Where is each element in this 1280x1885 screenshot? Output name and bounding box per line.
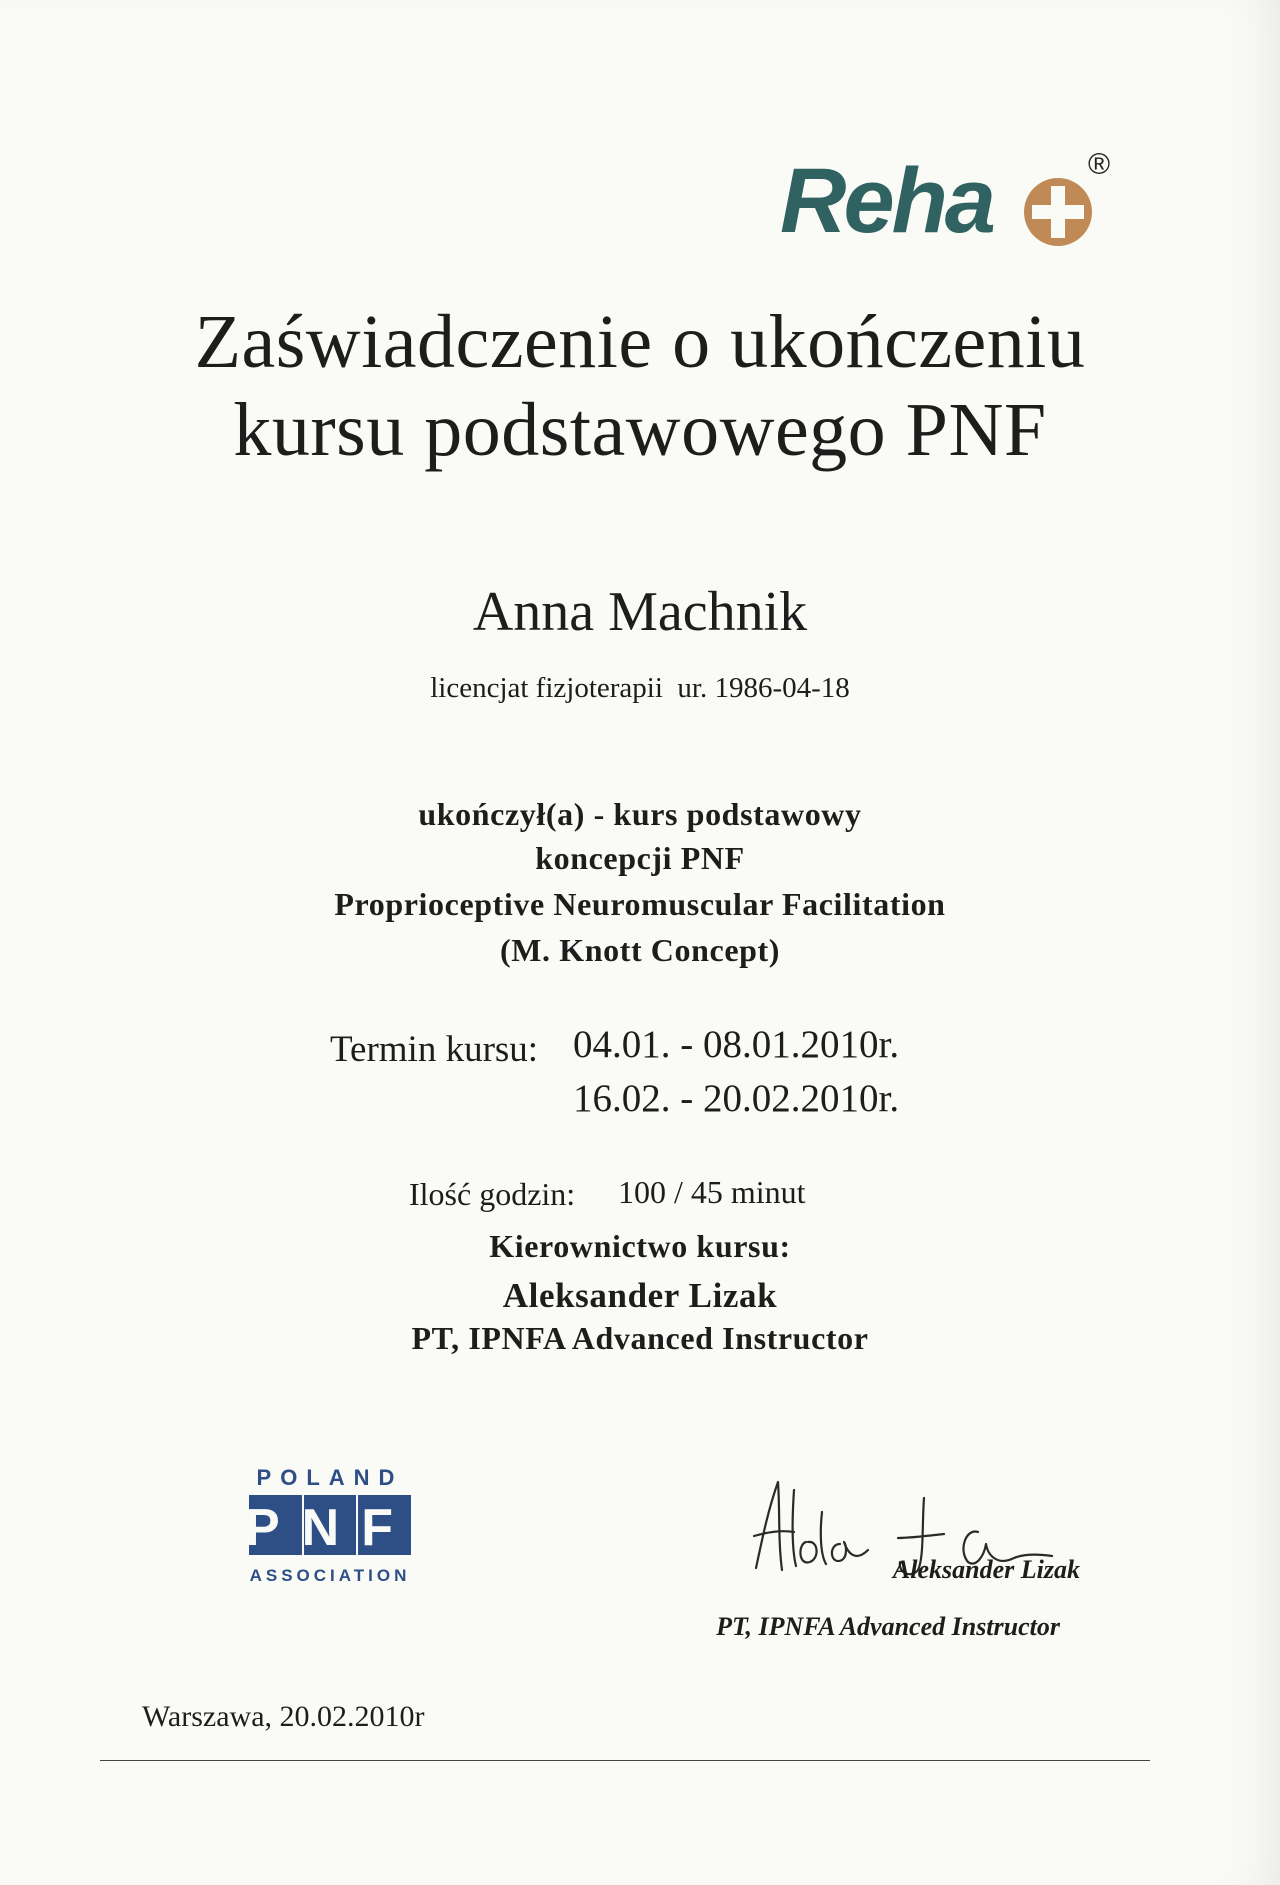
management-name: Aleksander Lizak [502, 1276, 778, 1315]
certificate-title [0, 298, 1280, 474]
term-period-1: 04.01. - 08.01.2010r. [573, 1023, 900, 1066]
reha-logo-text: Reha [780, 150, 993, 252]
pnf-logo-bottom: ASSOCIATION [249, 1566, 411, 1585]
signature-name: Aleksander Lizak [892, 1555, 1080, 1584]
signature-title: PT, IPNFA Advanced Instructor [716, 1612, 1060, 1641]
term-label: Termin kursu: [330, 1029, 539, 1070]
course-line-2: koncepcji PNF [535, 840, 745, 876]
pnf-logo-middle: PNF [245, 1499, 415, 1557]
pnf-logo-top: POLAND [256, 1465, 404, 1490]
registered-mark: ® [1088, 148, 1111, 181]
course-line-4: (M. Knott Concept) [499, 932, 781, 968]
management-title: PT, IPNFA Advanced Instructor [411, 1320, 869, 1356]
place-and-date: Warszawa, 20.02.2010r [142, 1700, 425, 1733]
title-line-2: kursu podstawowego PNF [233, 388, 1047, 472]
management-label: Kierownictwo kursu: [489, 1228, 791, 1264]
course-line-3: Proprioceptive Neuromuscular Facilitation [334, 886, 946, 922]
hours-value: 100 / 45 minut [618, 1174, 806, 1210]
hours-label: Ilość godzin: [409, 1176, 576, 1212]
course-line-1: ukończył(a) - kurs podstawowy [418, 796, 862, 832]
footer-rule [100, 1760, 1150, 1761]
title-line-1: Zaświadczenie o ukończeniu [194, 300, 1086, 384]
term-period-2: 16.02. - 20.02.2010r. [573, 1077, 900, 1120]
recipient-name: Anna Machnik [472, 581, 808, 643]
poland-pnf-association-logo [245, 1463, 415, 1589]
reha-plus-logo [770, 140, 1130, 260]
recipient-details: licencjat fizjoterapii ur. 1986-04-18 [430, 672, 850, 704]
plus-circle-icon [1024, 178, 1092, 246]
